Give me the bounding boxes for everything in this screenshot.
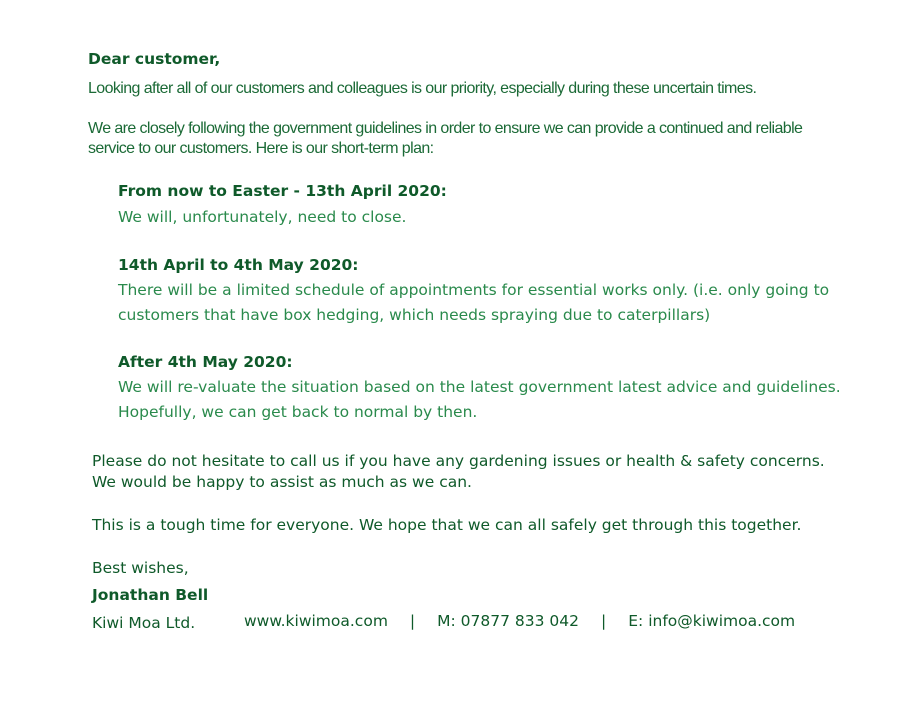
email-link[interactable]: E: info@kiwimoa.com <box>628 612 796 630</box>
plan-phase-1-title: From now to Easter - 13th April 2020: <box>118 182 447 200</box>
contact-separator: | <box>601 612 607 630</box>
signer-name: Jonathan Bell <box>92 586 209 604</box>
plan-phase-3-body: We will re-valuate the situation based on the latest government latest advice and guidelines. Hopefully, we can get back to normal by then. <box>118 378 841 421</box>
contact-bar <box>244 612 795 630</box>
plan-phase-3-title: After 4th May 2020: <box>118 353 293 371</box>
plan-phase-1-body: We will, unfortunately, need to close. <box>118 208 407 226</box>
intro-paragraph-2: We are closely following the government guidelines in order to ensure we can provide a continued and reliable service to our customers. Here is our short-term plan: <box>88 120 803 157</box>
intro-paragraph-1: Looking after all of our customers and colleagues is our priority, especially during these uncertain times. <box>88 80 757 97</box>
mobile-phone-link[interactable]: M: 07877 833 042 <box>437 612 580 630</box>
plan-phase-2-body: There will be a limited schedule of appointments for essential works only. (i.e. only going to customers that have box hedging, which needs spraying due to caterpillars) <box>118 281 830 324</box>
closing-paragraph-1: Please do not hesitate to call us if you have any gardening issues or health & safety concerns. We would be happy to assist as much as we can. <box>92 452 825 491</box>
plan-phase-2-title: 14th April to 4th May 2020: <box>118 256 359 274</box>
company-name: Kiwi Moa Ltd. <box>92 614 196 632</box>
contact-separator: | <box>409 612 416 630</box>
website-link[interactable]: www.kiwimoa.com <box>244 612 388 630</box>
greeting: Dear customer, <box>88 50 221 68</box>
closing-paragraph-2: This is a tough time for everyone. We hope that we can all safely get through this together. <box>92 516 802 534</box>
sign-off-regards: Best wishes, <box>92 559 189 577</box>
